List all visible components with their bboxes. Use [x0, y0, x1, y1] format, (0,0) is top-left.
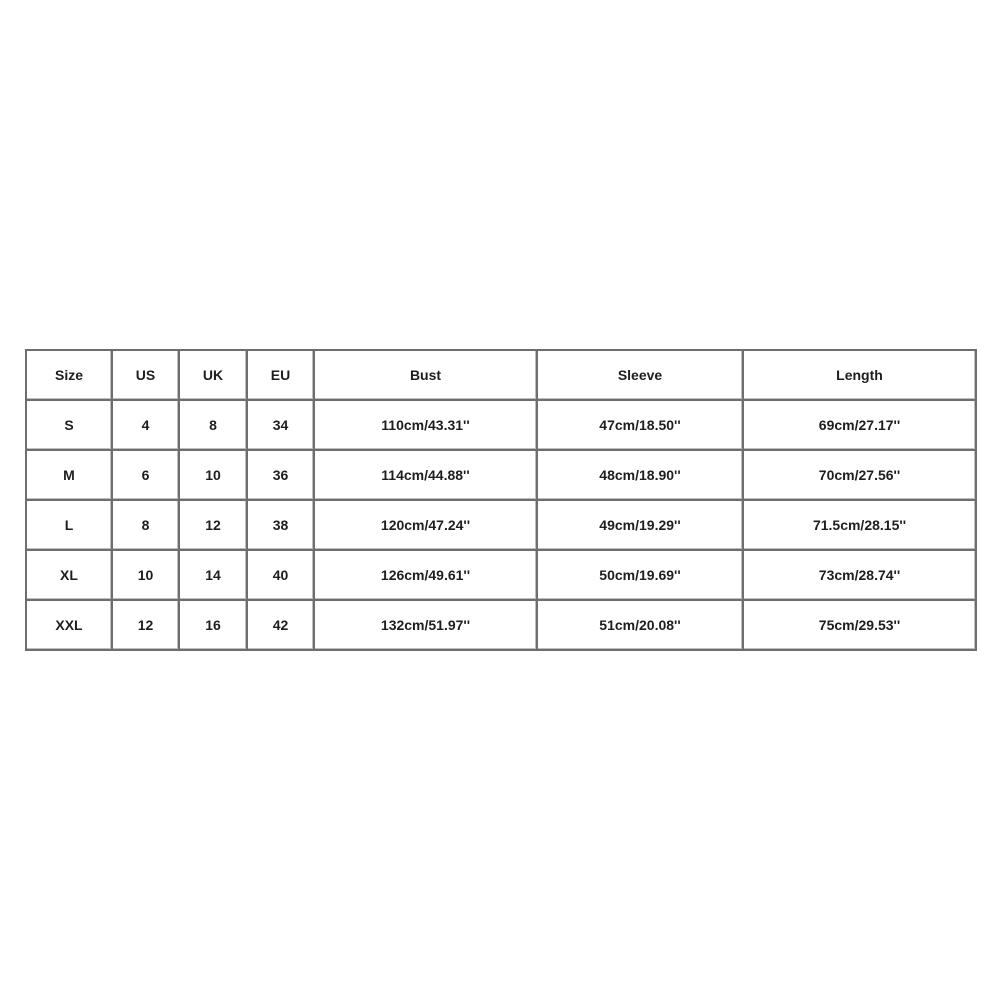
cell-bust: 120cm/47.24'' — [314, 500, 537, 550]
cell-us: 6 — [112, 450, 179, 500]
size-chart-table — [25, 349, 977, 651]
header-uk: UK — [179, 350, 247, 400]
cell-eu: 40 — [247, 550, 314, 600]
cell-size: XL — [26, 550, 112, 600]
cell-sleeve: 49cm/19.29'' — [537, 500, 743, 550]
cell-length: 71.5cm/28.15'' — [743, 500, 976, 550]
cell-eu: 34 — [247, 400, 314, 450]
header-sleeve: Sleeve — [537, 350, 743, 400]
cell-uk: 12 — [179, 500, 247, 550]
cell-bust: 110cm/43.31'' — [314, 400, 537, 450]
header-eu: EU — [247, 350, 314, 400]
cell-bust: 132cm/51.97'' — [314, 600, 537, 650]
header-length: Length — [743, 350, 976, 400]
cell-sleeve: 51cm/20.08'' — [537, 600, 743, 650]
header-size: Size — [26, 350, 112, 400]
cell-length: 75cm/29.53'' — [743, 600, 976, 650]
cell-uk: 14 — [179, 550, 247, 600]
cell-length: 73cm/28.74'' — [743, 550, 976, 600]
table-row — [26, 550, 976, 600]
cell-us: 4 — [112, 400, 179, 450]
cell-size: S — [26, 400, 112, 450]
cell-eu: 38 — [247, 500, 314, 550]
cell-uk: 16 — [179, 600, 247, 650]
cell-sleeve: 50cm/19.69'' — [537, 550, 743, 600]
header-us: US — [112, 350, 179, 400]
cell-eu: 36 — [247, 450, 314, 500]
cell-length: 69cm/27.17'' — [743, 400, 976, 450]
cell-length: 70cm/27.56'' — [743, 450, 976, 500]
table-row — [26, 500, 976, 550]
cell-bust: 126cm/49.61'' — [314, 550, 537, 600]
table-row — [26, 600, 976, 650]
cell-uk: 10 — [179, 450, 247, 500]
cell-eu: 42 — [247, 600, 314, 650]
cell-us: 12 — [112, 600, 179, 650]
cell-sleeve: 48cm/18.90'' — [537, 450, 743, 500]
cell-us: 8 — [112, 500, 179, 550]
table-row — [26, 400, 976, 450]
cell-sleeve: 47cm/18.50'' — [537, 400, 743, 450]
table-header-row — [26, 350, 976, 400]
header-bust: Bust — [314, 350, 537, 400]
cell-size: M — [26, 450, 112, 500]
cell-size: XXL — [26, 600, 112, 650]
cell-size: L — [26, 500, 112, 550]
cell-bust: 114cm/44.88'' — [314, 450, 537, 500]
cell-us: 10 — [112, 550, 179, 600]
table-row — [26, 450, 976, 500]
cell-uk: 8 — [179, 400, 247, 450]
